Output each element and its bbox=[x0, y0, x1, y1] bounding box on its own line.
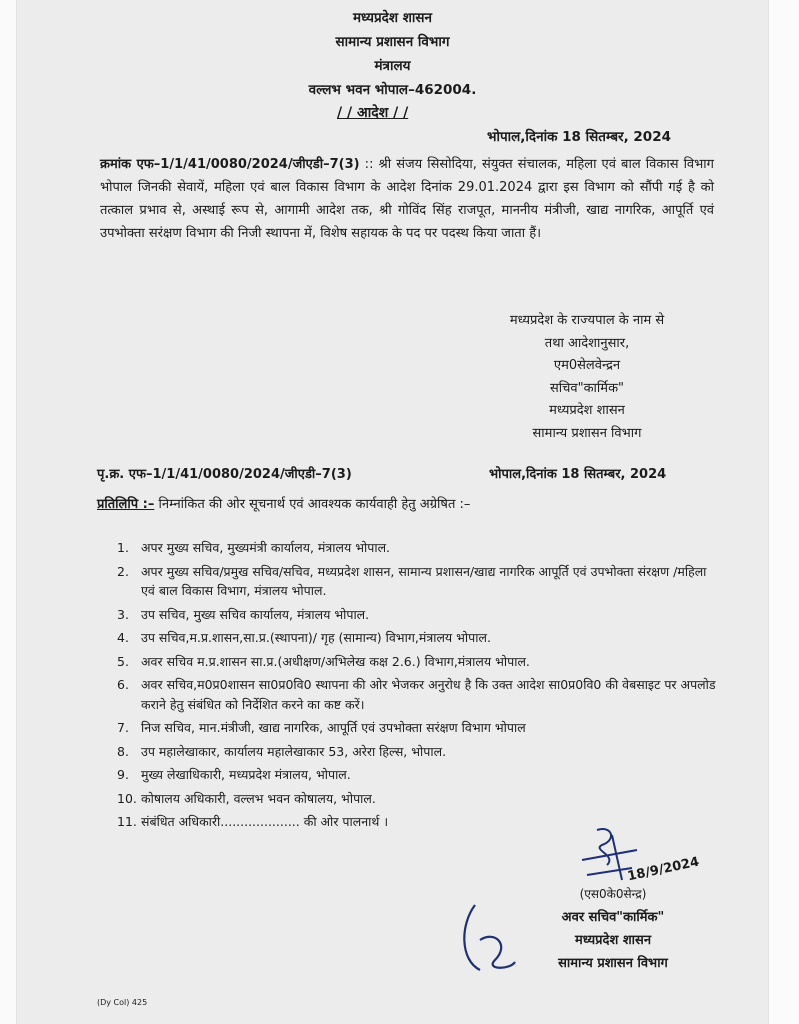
copy-label: प्रतिलिपि :– bbox=[97, 497, 155, 512]
signature-designation: सचिव"कार्मिक" bbox=[549, 380, 625, 396]
bottom-signature-dept: सामान्य प्रशासन विभाग bbox=[558, 956, 668, 971]
signature-line-1: मध्यप्रदेश के राज्यपाल के नाम से bbox=[509, 313, 665, 328]
order-number: क्रमांक एफ–1/1/41/0080/2024/जीएडी–7(3) bbox=[100, 157, 360, 172]
list-item: 8. उप महालेखाकार, कार्यालय महालेखाकार 53, अरेरा हिल्स, भोपाल. bbox=[117, 743, 447, 759]
endorsement-date: भोपाल,दिनांक 18 सितम्बर, 2024 bbox=[489, 467, 667, 482]
list-item: 10. कोषालय अधिकारी, वल्लभ भवन कोषालय, भोपाल. bbox=[117, 790, 376, 806]
endorsement-number: पृ.क्र. एफ–1/1/41/0080/2024/जीएडी–7(3) bbox=[97, 467, 352, 482]
header-ministry: मंत्रालय bbox=[374, 58, 411, 74]
bottom-signature-block bbox=[513, 883, 713, 975]
signature-name: एम0सेलवेन्द्रन bbox=[553, 358, 621, 373]
order-text: :: श्री संजय सिसोदिया, संयुक्त संचालक, महिला एवं बाल विकास विभाग भोपाल जिनकी सेवायें, महिला एवं बाल विकास विभाग के आदेश दिनांक 29.01.2024 द्वारा इस विभाग को सौंपी गई है को तत्काल प्रभाव से, अस्थाई रूप से, आगामी आदेश तक, श्री गोविंद सिंह राजपूत, माननीय मंत्रीजी, खाद्य नागरिक, आपूर्ति एवं उपभोक्ता सरंक्षण विभाग की निजी स्थापना में, विशेष सहायक के पद पर पदस्थ किया जाता हैं। bbox=[100, 157, 714, 241]
header-department: सामान्य प्रशासन विभाग bbox=[335, 34, 450, 50]
page-right-edge bbox=[768, 0, 799, 1024]
order-date: भोपाल,दिनांक 18 सितम्बर, 2024 bbox=[487, 129, 671, 145]
signature-line-2: तथा आदेशानुसार, bbox=[544, 335, 630, 351]
bottom-signature-designation: अवर सचिव"कार्मिक" bbox=[561, 910, 665, 925]
copy-text: निम्नांकित की ओर सूचनार्थ एवं आवश्यक कार्यवाही हेतु अग्रेषित :– bbox=[158, 497, 471, 512]
order-title: / / आदेश / / bbox=[337, 105, 409, 121]
list-item: 6. अवर सचिव,म0प्र0शासन सा0प्र0वि0 स्थापना की ओर भेजकर अनुरोध है कि उक्त आदेश सा0प्र0वि0 की वेबसाइट पर अपलोड कराने हेतु संबंधित को निर्देशित करने का कष्ट करें। bbox=[117, 677, 716, 712]
bottom-signature-name: (एस0के0सेन्द्र) bbox=[579, 887, 647, 901]
signature-govt: मध्यप्रदेश शासन bbox=[549, 403, 625, 418]
list-item: 5. अवर सचिव म.प्र.शासन सा.प्र.(अधीक्षण/अभिलेख कक्ष 2.6.) विभाग,मंत्रालय भोपाल. bbox=[117, 653, 530, 669]
list-item: 7. निज सचिव, मान.मंत्रीजी, खाद्य नागरिक, आपूर्ति एवं उपभोक्ता सरंक्षण विभाग भोपाल bbox=[117, 720, 526, 735]
order-body bbox=[100, 153, 714, 245]
header-government: मध्यप्रदेश शासन bbox=[352, 10, 432, 26]
handwritten-date: 18/9/2024 bbox=[626, 854, 701, 885]
document-page bbox=[17, 0, 768, 1024]
signature-dept: सामान्य प्रशासन विभाग bbox=[532, 425, 642, 441]
list-item: 1. अपर मुख्य सचिव, मुख्यमंत्री कार्यालय, मंत्रालय भोपाल. bbox=[117, 540, 391, 555]
header-address: वल्लभ भवन भोपाल–462004. bbox=[308, 82, 477, 98]
distribution-list bbox=[117, 538, 717, 836]
bottom-signature-govt: मध्यप्रदेश शासन bbox=[574, 933, 652, 948]
list-item: 4. उप सचिव,म.प्र.शासन,सा.प्र.(स्थापना)/ गृह (सामान्य) विभाग,मंत्रालय भोपाल. bbox=[117, 630, 491, 645]
footer-code: (Dy Col) 425 bbox=[97, 998, 148, 1007]
list-item: 9. मुख्य लेखाधिकारी, मध्यप्रदेश मंत्रालय, भोपाल. bbox=[117, 767, 351, 782]
signature-block bbox=[457, 310, 717, 445]
list-item: 11. संबंधित अधिकारी.................... की ओर पालनार्थ । bbox=[117, 814, 389, 829]
list-item: 3. उप सचिव, मुख्य सचिव कार्यालय, मंत्रालय भोपाल. bbox=[117, 606, 370, 622]
copy-line bbox=[97, 494, 470, 512]
page-left-edge bbox=[0, 0, 17, 1024]
list-item: 2. अपर मुख्य सचिव/प्रमुख सचिव/सचिव, मध्यप्रदेश शासन, सामान्य प्रशासन/खाद्य नागरिक आपूर्ति एवं उपभोक्ता संरक्षण /महिला एवं बाल विकास विभाग, मंत्रालय भोपाल. bbox=[117, 563, 707, 598]
